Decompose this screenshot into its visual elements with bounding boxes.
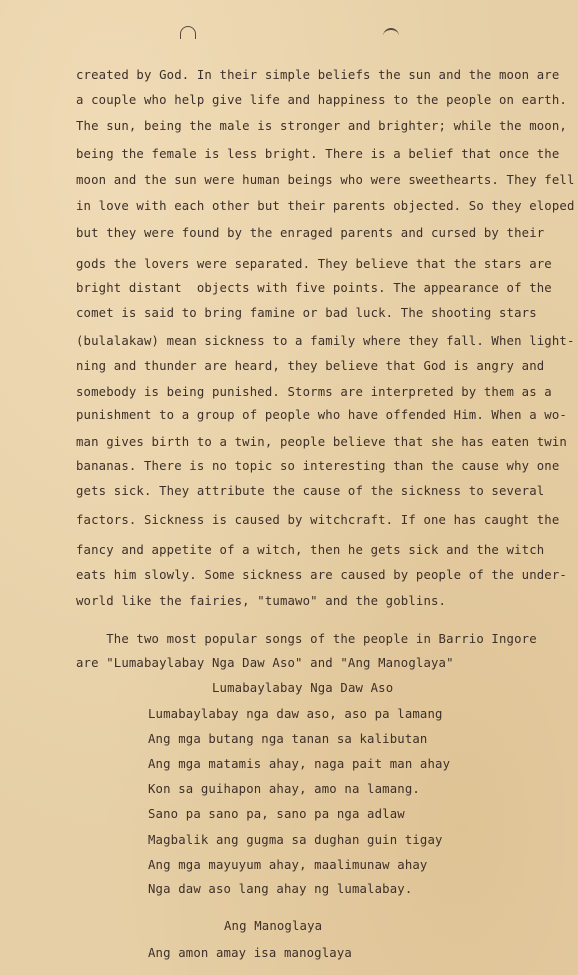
paragraph-line: world like the fairies, "tumawo" and the goblins. — [76, 594, 447, 608]
paragraph-line: punishment to a group of people who have offended Him. When a wo- — [76, 408, 567, 422]
paragraph-line: factors. Sickness is caused by witchcraft. If one has caught the — [76, 513, 560, 527]
paragraph-line: (bulalakaw) mean sickness to a family where they fall. When light- — [76, 334, 575, 348]
song-line: Ang mga matamis ahay, naga pait man ahay — [148, 757, 451, 771]
paragraph-line: somebody is being punished. Storms are interpreted by them as a — [76, 385, 552, 399]
paragraph-line: The two most popular songs of the people in Barrio Ingore — [76, 632, 537, 646]
song-line: Sano pa sano pa, sano pa nga adlaw — [148, 807, 405, 821]
binder-hole-right — [383, 28, 399, 38]
song-line: Ang mga butang nga tanan sa kalibutan — [148, 732, 428, 746]
song-line: Nga daw aso lang ahay ng lumalabay. — [148, 882, 413, 896]
paragraph-line: created by God. In their simple beliefs the sun and the moon are — [76, 68, 560, 82]
paragraph-line: ning and thunder are heard, they believe that God is angry and — [76, 359, 545, 373]
paragraph-line: bananas. There is no topic so interesting than the cause why one — [76, 459, 560, 473]
song-line: Ang mga mayuyum ahay, maalimunaw ahay — [148, 858, 428, 872]
song-line: Kon sa guihapon ahay, amo na lamang. — [148, 782, 420, 796]
paragraph-line: moon and the sun were human beings who were sweethearts. They fell — [76, 173, 575, 187]
paragraph-line: bright distant objects with five points. The appearance of the — [76, 281, 552, 295]
song-title: Ang Manoglaya — [224, 919, 323, 933]
song-line: Ang amon amay isa manoglaya — [148, 946, 352, 960]
paragraph-line: in love with each other but their parents objected. So they eloped — [76, 199, 575, 213]
paragraph-line: The sun, being the male is stronger and brighter; while the moon, — [76, 119, 567, 133]
paragraph-line: eats him slowly. Some sickness are caused by people of the under- — [76, 568, 567, 582]
paragraph-line: comet is said to bring famine or bad luck. The shooting stars — [76, 306, 537, 320]
paragraph-line: gets sick. They attribute the cause of the sickness to several — [76, 484, 545, 498]
binder-hole-left — [180, 26, 196, 39]
paragraph-line: but they were found by the enraged parents and cursed by their — [76, 226, 545, 240]
song-title: Lumabaylabay Nga Daw Aso — [212, 681, 394, 695]
paragraph-line: man gives birth to a twin, people believe that she has eaten twin — [76, 435, 567, 449]
paragraph-line: gods the lovers were separated. They believe that the stars are — [76, 257, 552, 271]
song-line: Magbalik ang gugma sa dughan guin tigay — [148, 833, 443, 847]
paragraph-line: a couple who help give life and happiness to the people on earth. — [76, 93, 567, 107]
paragraph-line: being the female is less bright. There is a belief that once the — [76, 147, 560, 161]
paragraph-line: fancy and appetite of a witch, then he gets sick and the witch — [76, 543, 545, 557]
song-line: Lumabaylabay nga daw aso, aso pa lamang — [148, 707, 443, 721]
paragraph-line: are "Lumabaylabay Nga Daw Aso" and "Ang Manoglaya" — [76, 656, 454, 670]
